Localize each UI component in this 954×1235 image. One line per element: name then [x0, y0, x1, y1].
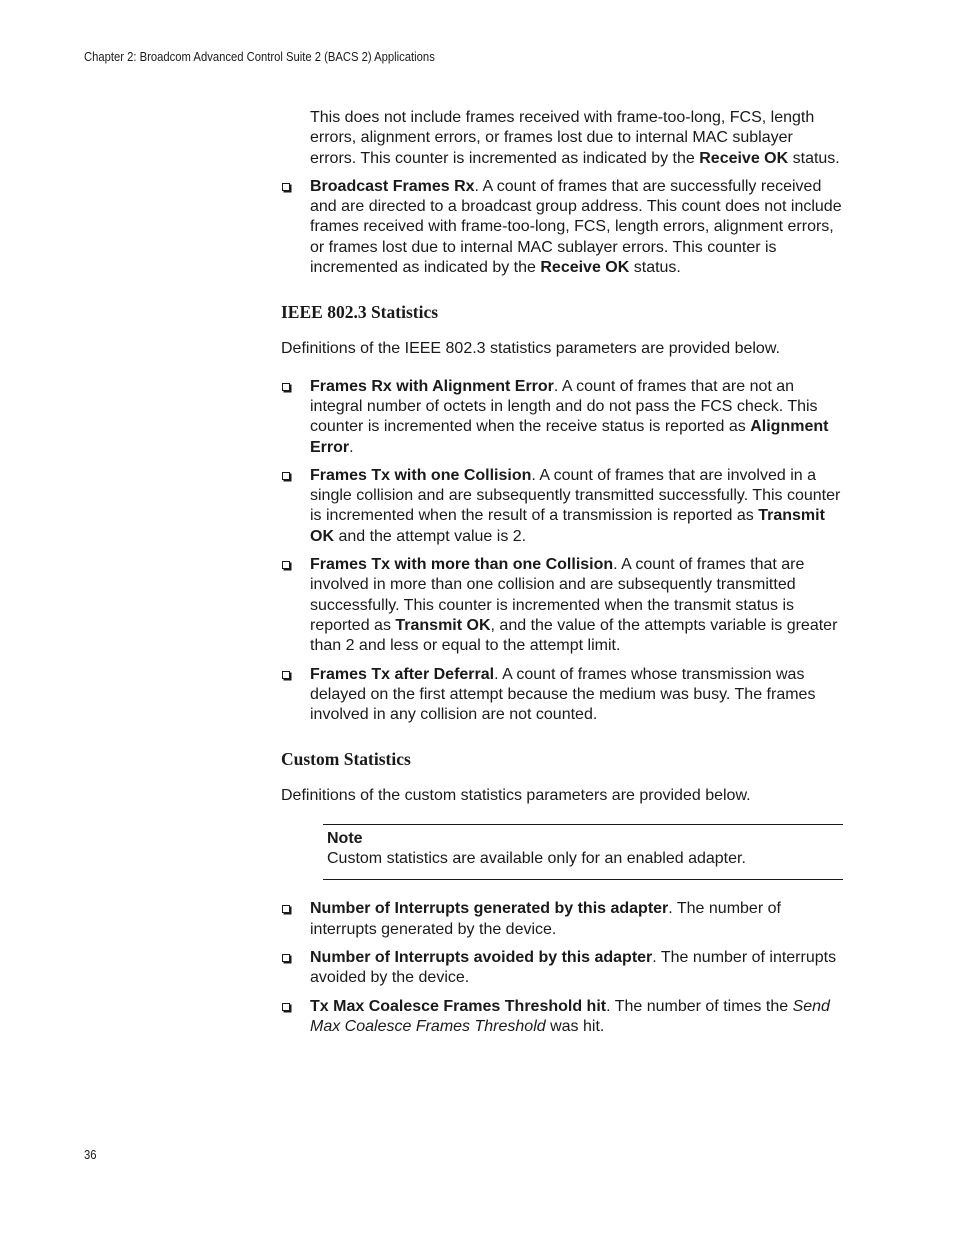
continuation-paragraph: This does not include frames received with frame-too-long, FCS, length errors, alignment errors, or frames lost due to internal MAC sublayer errors. This counter is incremented as indicated by the Receive OK status.	[310, 109, 840, 167]
list-item: Number of Interrupts generated by this adapter. The number of interrupts generated by the device.	[281, 899, 843, 940]
checkbox-bullet-icon	[282, 383, 290, 391]
section-intro-custom: Definitions of the custom statistics parameters are provided below.	[281, 787, 751, 805]
note-box	[323, 824, 843, 881]
note-text: Custom statistics are available only for an enabled adapter.	[327, 850, 746, 868]
checkbox-bullet-icon	[282, 183, 290, 191]
checkbox-bullet-icon	[282, 472, 290, 480]
ieee-list	[281, 377, 843, 726]
list-item-broadcast-frames-rx: Broadcast Frames Rx. A count of frames that are successfully received and are directed to a broadcast group address. This count does not include frames received with frame-too-long, FCS, length errors, alignment errors, or frames lost due to internal MAC sublayer errors. This counter is incremented as indicated by the Receive OK status.	[281, 177, 843, 278]
list-item: Frames Tx with more than one Collision. A count of frames that are involved in more than one collision and are subsequently transmitted successfully. This counter is incremented when the transmit status is reported as Transmit OK, and the value of the attempts variable is greater than 2 and less or equal to the attempt limit.	[281, 555, 843, 656]
checkbox-bullet-icon	[282, 1003, 290, 1011]
running-header: Chapter 2: Broadcom Advanced Control Suite 2 (BACS 2) Applications	[84, 50, 435, 64]
list-item: Frames Tx after Deferral. A count of frames whose transmission was delayed on the first attempt because the medium was busy. The frames involved in any collision are not counted.	[281, 665, 843, 726]
list-item: Number of Interrupts avoided by this adapter. The number of interrupts avoided by the device.	[281, 948, 843, 989]
checkbox-bullet-icon	[282, 954, 290, 962]
checkbox-bullet-icon	[282, 905, 290, 913]
section-heading-custom: Custom Statistics	[281, 749, 411, 770]
page-content	[281, 108, 843, 1037]
custom-list	[281, 899, 843, 1037]
page-number: 36	[84, 1148, 97, 1162]
checkbox-bullet-icon	[282, 671, 290, 679]
list-item: Tx Max Coalesce Frames Threshold hit. The number of times the Send Max Coalesce Frames Threshold was hit.	[281, 997, 843, 1038]
list-item: Frames Tx with one Collision. A count of frames that are involved in a single collision and are subsequently transmitted successfully. This counter is incremented when the result of a transmission is reported as Transmit OK and the attempt value is 2.	[281, 466, 843, 547]
list-item: Frames Rx with Alignment Error. A count of frames that are not an integral number of octets in length and do not pass the FCS check. This counter is incremented when the receive status is reported as Alignment Error.	[281, 377, 843, 458]
note-title: Note	[327, 829, 363, 847]
section-heading-ieee: IEEE 802.3 Statistics	[281, 302, 439, 323]
section-intro-ieee: Definitions of the IEEE 802.3 statistics parameters are provided below.	[281, 340, 780, 358]
checkbox-bullet-icon	[282, 561, 290, 569]
